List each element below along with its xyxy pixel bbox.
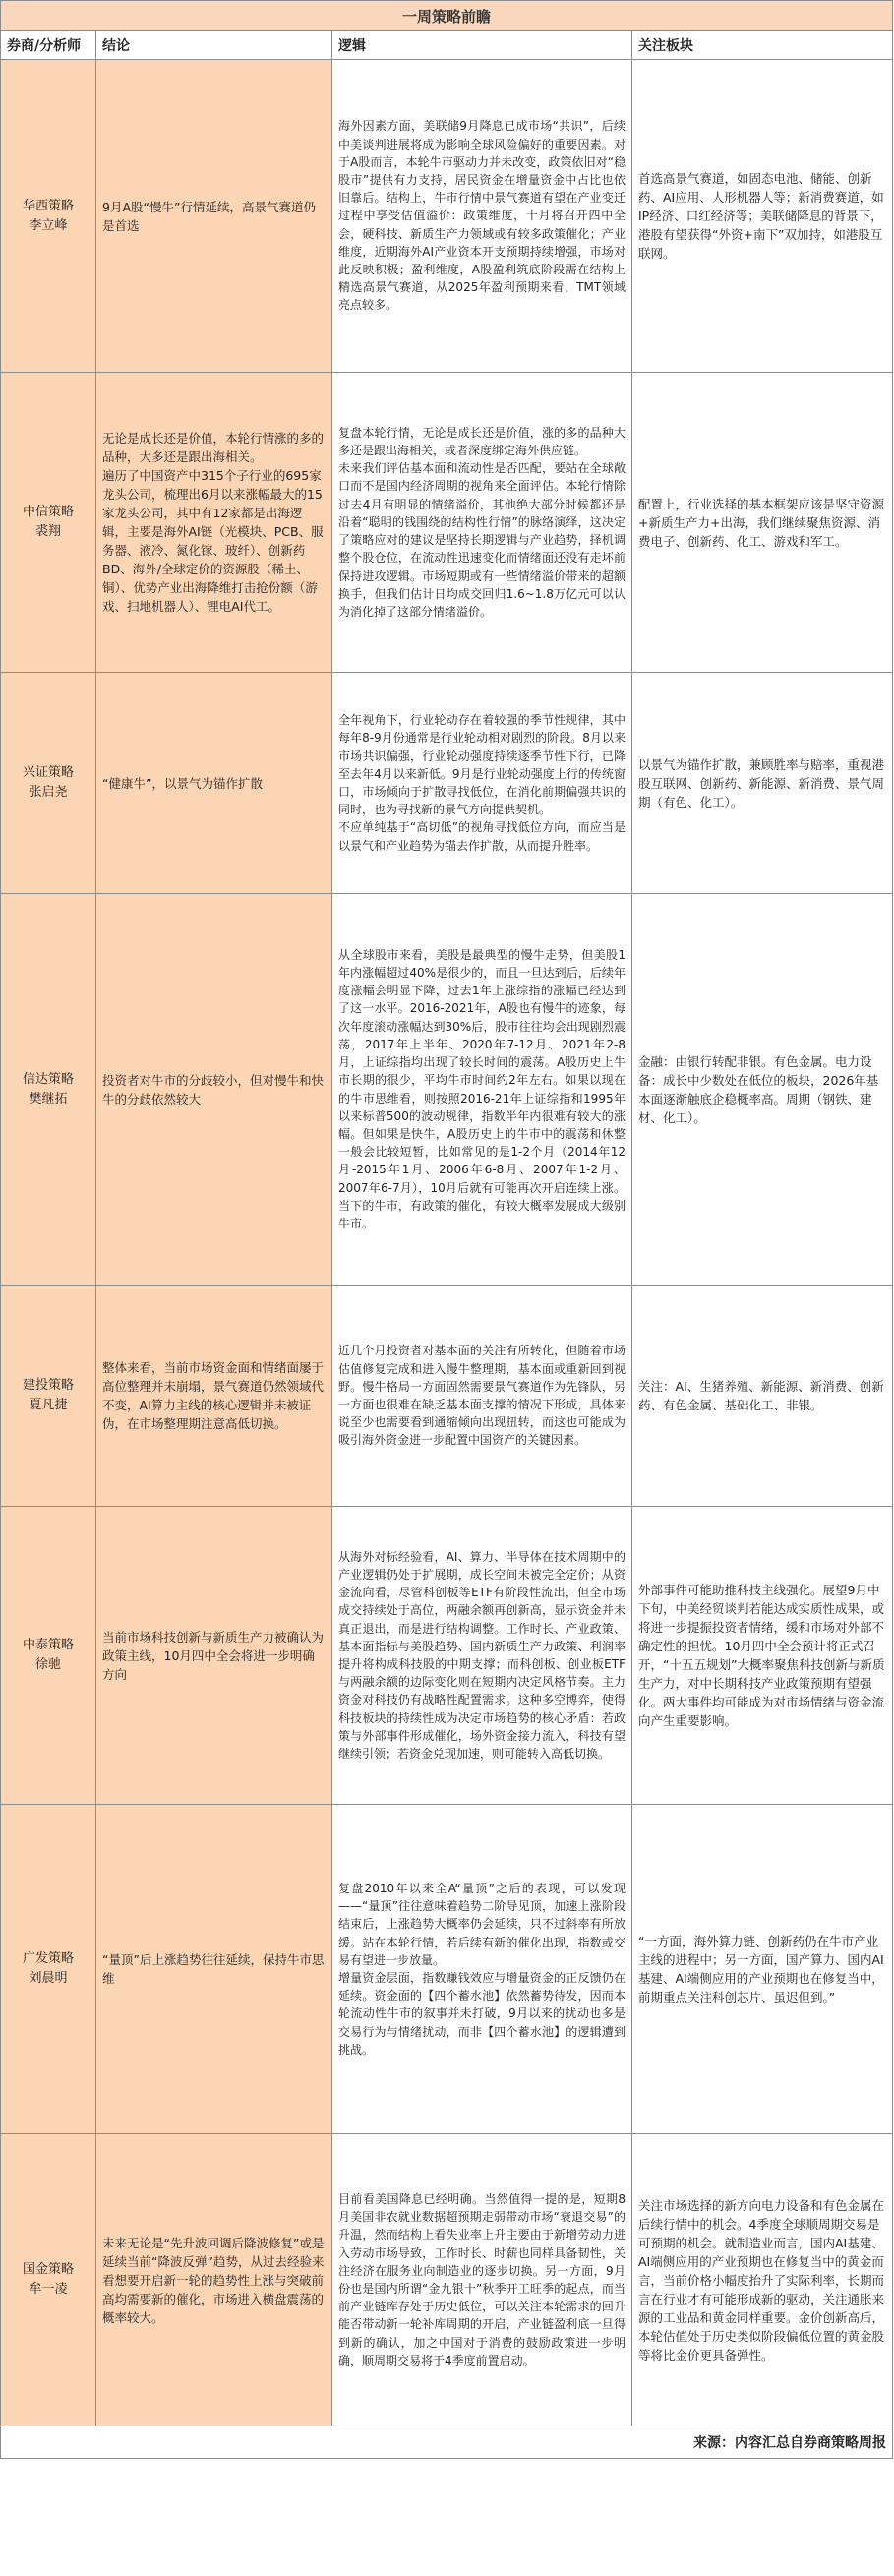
logic-cell: 海外因素方面，美联储9月降息已成市场“共识”，后续中美谈判进展将成为影响全球风险偏好的重要因素。对于A股而言，本轮牛市驱动力并未改变，政策依旧对“稳股市”提供有力支持，居民资金在增量资金中占比也依旧靠后。结构上，牛市行情中景气赛道有望在产业变迁过程中享受估值溢价：政策维度，十月将召开四中全会，硬科技、新质生产力领域或有较多政策催化；产业维度，近期海外AI产业资本开支预期持续增强，市场对此反映积极；盈利维度，A股盈利筑底阶段需在结构上精选高景气赛道，从2025年盈利预期来看，TMT领域亮点较多。 (332, 60, 632, 373)
table-row (1, 1805, 893, 2134)
logic-cell-paragraph: 复盘本轮行情，无论是成长还是价值，涨的多的品种大多还是跟出海相关，或者深度绑定海外供应链。 (338, 425, 626, 458)
table-row (1, 673, 893, 894)
logic-cell: 从全球股市来看，美股是最典型的慢牛走势，但美股1年内涨幅超过40%是很少的，而且一旦达到后，后续年度涨幅会明显下降，过去1年上涨综指的涨幅已经达到了这一水平。2016-2021年，A股也有慢牛的迹象，每次年度滚动涨幅达到30%后，股市往往均会出现剧烈震荡，2017年上半年、2020年7-12月、2021年2-8月，上证综指均出现了较长时间的震荡。A股历史上牛市长期的很少，平均牛市时间约2年左右。如果以现在的牛市思维看，则按照2016-21年上证综指和1995年以来标普500的波动规律，指数半年内很难有较大的涨幅。但如果是快牛，A股历史上的牛市中的震荡和休整一般会比较短暂，比如常见的是1-2个月（2014年12月-2015年1月、2006年6-8月、2007年1-2月、2007年6-7月），10月后就有可能再次开启连续上涨。当下的牛市，有政策的催化，有较大概率发展成大级别牛市。 (332, 894, 632, 1286)
focus-cell: “一方面，海外算力链、创新药仍在牛市产业主线的进程中；另一方面，国产算力、国内AI基建、AI端侧应用的产业预期也在修复当中，前期重点关注科创芯片、虽迟但到。” (632, 1805, 893, 2134)
conclusion-cell: 未来无论是“先升波回调后降波修复”或是延续当前“降波反弹”趋势，从过去经验来看想要开启新一轮的趋势性上涨与突破前高均需要新的催化，市场进入横盘震荡的概率较大。 (96, 2134, 332, 2426)
focus-cell: 关注：AI、生猪养殖、新能源、新消费、创新药、有色金属、基础化工、非银。 (632, 1286, 893, 1507)
conclusion-cell: “量顶”后上涨趋势往往延续，保持牛市思维 (96, 1805, 332, 2134)
firm-name: 华西策略 (22, 198, 74, 213)
logic-cell (332, 1805, 632, 2134)
focus-cell: 以景气为锚作扩散，兼顾胜率与赔率，重视港股互联网、创新药、新能源、新消费、景气周期（有色、化工）。 (632, 673, 893, 894)
logic-cell-paragraph: 增量资金层面，指数赚钱效应与增量资金的正反馈仍在延续。资金面的【四个蓄水池】依然蓄势待发，因而本轮流动性牛市的叙事并未打破，9月以来的扰动也多是交易行为与情绪扰动，而非【四个蓄水池】的逻辑遭到挑战。 (338, 1971, 626, 2057)
header-conclusion: 结论 (96, 31, 332, 60)
table-row (1, 1286, 893, 1507)
conclusion-cell (96, 373, 332, 673)
analyst-name: 夏凡捷 (29, 1398, 68, 1412)
logic-cell-paragraph: 不应单纯基于“高切低”的视角寻找低位方向，而应当是以景气和产业趋势为锚去作扩散，从而提升胜率。 (338, 820, 626, 853)
firm-analyst-cell (1, 373, 96, 673)
firm-name: 广发策略 (22, 1951, 74, 1966)
conclusion-cell: 9月A股“慢牛”行情延续，高景气赛道仍是首选 (96, 60, 332, 373)
firm-analyst-cell (1, 1286, 96, 1507)
focus-cell: 关注市场选择的新方向电力设备和有色金属在后续行情中的机会。4季度全球顺周期交易是可预期的机会。就制造业而言，国内AI基建、AI端侧应用的产业预期也在修复当中的黄金而言，当前价格小幅度抬升了实际利率，长期而言在行业才有可能形成新的驱动，关注通胀来源的工业品和黄金同样重要。金价创新高后，本轮估值处于历史类似阶段偏低位置的黄金股等将比金价更具备弹性。 (632, 2134, 893, 2426)
logic-cell-paragraph: 全年视角下，行业轮动存在着较强的季节性规律，其中每年8-9月份通常是行业轮动相对剧烈的阶段。8月以来市场共识偏强，行业轮动强度持续逐季节性下行，已降至去年4月以来新低。9月是行业轮动强度上行的传统窗口，市场倾向于扩散寻找低位，在消化前期偏强共识的同时，也为寻找新的景气方向提供契机。 (338, 713, 626, 817)
logic-cell: 从海外对标经验看，AI、算力、半导体在技术周期中的产业逻辑仍处于扩展期，成长空间未被完全定价；从资金流向看，尽管科创板等ETF有阶段性流出，但全市场成交持续处于高位，两融余额再创新高，显示资金并未真正退出，而是进行结构调整。工作时长、产业政策、基本面指标与美股趋势、国内新质生产力政策、利润率提升将构成科技股的中期支撑；而科创板、创业板ETF与两融余额的边际变化则在短期内决定风格节奏。主力资金对科技仍有战略性配置需求。这种多空博弈，使得科技板块的持续性成为决定市场趋势的核心矛盾：若政策与外部事件形成催化，场外资金接力流入，科技有望继续引领；若资金兑现加速，则可能转入高低切换。 (332, 1507, 632, 1805)
firm-analyst-cell (1, 673, 96, 894)
table-row (1, 1507, 893, 1805)
header-firm: 券商/分析师 (1, 31, 96, 60)
focus-cell: 外部事件可能助推科技主线强化。展望9月中下旬，中美经贸谈判若能达成实质性成果，或将进一步提振投资者情绪，缓和市场对外部不确定性的担忧。10月四中全会预计将正式召开，“十五五规划”大概率聚焦科技创新与新质生产力，对中长期科技产业政策预期有望强化。两大事件均可能成为对市场情绪与资金流向产生重要影响。 (632, 1507, 893, 1805)
conclusion-cell: “健康牛”，以景气为锚作扩散 (96, 673, 332, 894)
focus-cell: 金融：由银行转配非银。有色金属。电力设备：成长中少数处在低位的板块，2026年基本面逐渐触底企稳概率高。周期（钢铁、建材、化工）。 (632, 894, 893, 1286)
table-title: 一周策略前瞻 (1, 1, 893, 31)
table-title-row (1, 1, 893, 31)
firm-analyst-cell (1, 2134, 96, 2426)
analyst-name: 刘晨明 (29, 1971, 68, 1986)
logic-cell: 近几个月投资者对基本面的关注有所转化，但随着市场估值修复完成和进入慢牛整理期，基本面或重新回到视野。慢牛格局一方面固然需要景气赛道作为先锋队，另一方面也很难在缺乏基本面支撑的情况下形成，具体来说至少也需要看到通缩倾向出现扭转，而这也可能成为吸引海外资金进一步配置中国资产的关键因素。 (332, 1286, 632, 1507)
source-note: 来源：内容汇总自券商策略周报 (1, 2426, 893, 2459)
conclusion-cell: 投资者对牛市的分歧较小，但对慢牛和快牛的分歧依然较大 (96, 894, 332, 1286)
focus-cell: 首选高景气赛道，如固态电池、储能、创新药、AI应用、人形机器人等；新消费赛道，如IP经济、口红经济等；美联储降息的背景下，港股有望获得“外资+南下”双加持，如港股互联网。 (632, 60, 893, 373)
analyst-name: 李立峰 (29, 217, 68, 233)
firm-name: 建投策略 (22, 1378, 74, 1393)
logic-cell-paragraph: 复盘2010年以来全A“量顶”之后的表现，可以发现——“量顶”往往意味着趋势二阶导见顶，加速上涨阶段结束后，上涨趋势大概率仍会延续，只不过斜率有所放缓。站在本轮行情，若后续有新的催化出现，指数或交易有望进一步放量。 (338, 1881, 626, 1967)
analyst-name: 樊继拓 (29, 1091, 68, 1107)
table-row (1, 894, 893, 1286)
conclusion-cell: 整体来看，当前市场资金面和情绪面屡于高位整理并未崩塌，景气赛道仍然领域代不变，AI算力主线的核心逻辑并未被证伪，在市场整理期注意高低切换。 (96, 1286, 332, 1507)
conclusion-cell-paragraph: 无论是成长还是价值，本轮行情涨的多的品种，大多还是跟出海相关。 (102, 431, 325, 464)
logic-cell-paragraph: 未来我们评估基本面和流动性是否匹配，要站在全球敞口而不是国内经济周期的视角来全面评估。本轮行情除过去4月有明显的情绪溢价，其他绝大部分时候都还是沿着“聪明的钱围绕的结构性行情”的脉络演绎，这决定了策略应对的建议是坚持长期逻辑与产业趋势，择机调整个股仓位，在流动性迅速变化而情绪面还没有走坏前保持进攻逻辑。市场短期或有一些情绪溢价带来的超额换手，但我们估计日均成交回归1.6~1.8万亿元可以认为消化掉了这部分情绪溢价。 (338, 461, 626, 619)
analyst-name: 张启尧 (29, 785, 68, 800)
firm-analyst-cell (1, 1507, 96, 1805)
logic-cell: 目前看美国降息已经明确。当然值得一提的是，短期8月美国非农就业数据超预期走弱带动市场“衰退交易”的升温，然而结构上看失业率上升主要由于新增劳动力进入劳动市场导致，工作时长、时薪也同样具备韧性，关注经济在服务业向制造业的逐步切换。另一方面，9月份也是国内所谓“金九银十”秋季开工旺季的起点，而当前产业链库存处于历史低位，可以关注本轮需求的回升能否带动新一轮补库周期的开启，产业链盈利底一旦得到新的确认，加之中国对于消费的鼓励政策进一步明确，顺周期交易将于4季度前置启动。 (332, 2134, 632, 2426)
analyst-name: 牟一凌 (29, 2282, 68, 2297)
logic-cell (332, 673, 632, 894)
firm-name: 中泰策略 (22, 1638, 74, 1652)
table-row (1, 2134, 893, 2426)
conclusion-cell: 当前市场科技创新与新质生产力被确认为政策主线，10月四中全会将进一步明确方向 (96, 1507, 332, 1805)
firm-analyst-cell (1, 894, 96, 1286)
header-logic: 逻辑 (332, 31, 632, 60)
firm-name: 中信策略 (22, 505, 74, 519)
firm-name: 信达策略 (22, 1071, 74, 1087)
table-row (1, 60, 893, 373)
table-header-row (1, 31, 893, 60)
source-row (1, 2426, 893, 2459)
analyst-name: 徐驰 (34, 1657, 61, 1672)
header-focus: 关注板块 (632, 31, 893, 60)
firm-name: 兴证策略 (22, 765, 74, 780)
firm-analyst-cell (1, 60, 96, 373)
logic-cell (332, 373, 632, 673)
focus-cell: 配置上，行业选择的基本框架应该是坚守资源+新质生产力+出海，我们继续聚焦资源、消费电子、创新药、化工、游戏和军工。 (632, 373, 893, 673)
firm-analyst-cell (1, 1805, 96, 2134)
firm-name: 国金策略 (22, 2262, 74, 2277)
table-row (1, 373, 893, 673)
analyst-name: 裘翔 (34, 524, 61, 539)
conclusion-cell-paragraph: 遍历了中国资产中315个子行业的695家龙头公司，梳理出6月以来涨幅最大的15家龙头公司，其中有12家都是出海逻辑，主要是海外AI链（光模块、PCB、服务器、液冷、氮化镓、玻纤）、创新药BD、海外/全球定价的资源股（稀土、铜）、优势产业出海降维打击抢份额（游戏、扫地机器人）、锂电AI代工。 (102, 468, 324, 614)
